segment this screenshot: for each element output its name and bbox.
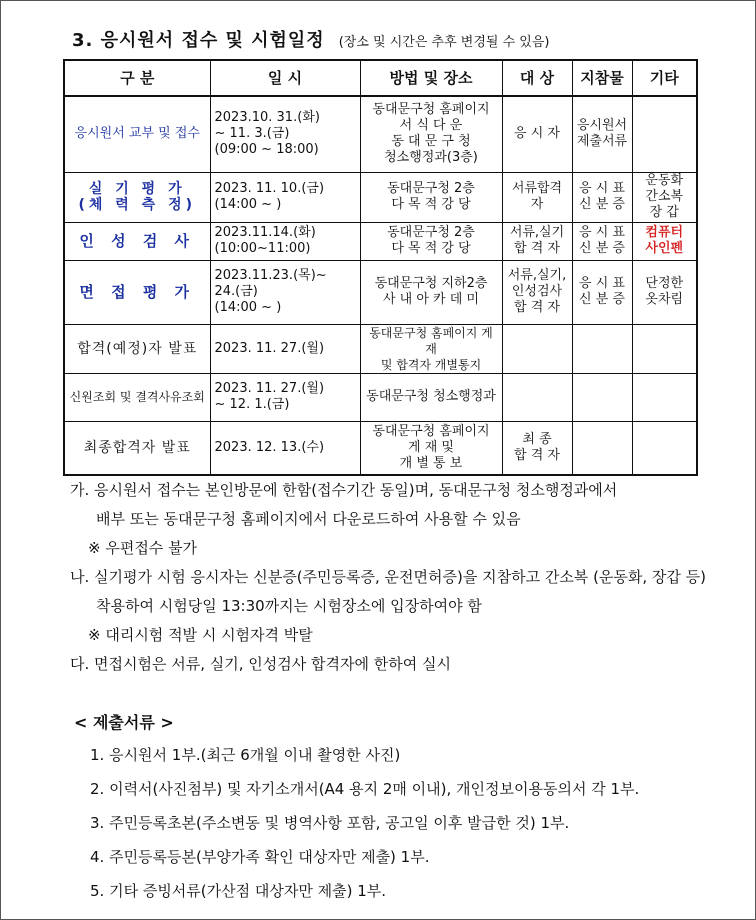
row-target: 서류합격자 bbox=[502, 172, 572, 222]
row-date: 2023.11.14.(화) (10:00~11:00) bbox=[210, 222, 360, 260]
section-note: (장소 및 시간은 추후 변경될 수 있음) bbox=[338, 35, 550, 50]
header-etc: 기타 bbox=[632, 60, 697, 96]
table-row bbox=[64, 172, 697, 222]
header-target: 대 상 bbox=[502, 60, 572, 96]
list-item: 5. 기타 증빙서류(가산점 대상자만 제출) 1부. bbox=[90, 882, 387, 900]
row-category: 응시원서 교부 및 접수 bbox=[64, 96, 210, 172]
submission-list bbox=[90, 738, 639, 908]
row-method: 동대문구청 2층 다 목 적 강 당 bbox=[360, 172, 502, 222]
row-target: 서류,실기, 인성검사 합 격 자 bbox=[502, 260, 572, 324]
note-na-line2: 착용하여 시험당일 13:30까지는 시험장소에 입장하여야 함 bbox=[96, 597, 482, 615]
schedule-table bbox=[63, 59, 698, 476]
table-row bbox=[64, 260, 697, 324]
row-etc: 운동화 간소복 장 갑 bbox=[632, 172, 697, 222]
header-date: 일 시 bbox=[210, 60, 360, 96]
list-item: 3. 주민등록초본(주소변동 및 병역사항 포함, 공고일 이후 발급한 것) 1부. bbox=[90, 814, 570, 832]
row-date: 2023. 11. 27.(월) ~ 12. 1.(금) bbox=[210, 373, 360, 421]
note-ga-line2: 배부 또는 동대문구청 홈페이지에서 다운로드하여 사용할 수 있음 bbox=[96, 510, 521, 528]
row-items: 응 시 표 신 분 증 bbox=[572, 260, 632, 324]
row-etc bbox=[632, 373, 697, 421]
row-category: 합격(예정)자 발표 bbox=[64, 324, 210, 373]
note-ga-remark: ※ 우편접수 불가 bbox=[88, 539, 198, 557]
row-method: 동대문구청 지하2층 사 내 아 카 데 미 bbox=[360, 260, 502, 324]
row-etc: 컴퓨터 사인펜 bbox=[632, 222, 697, 260]
row-category: 인 성 검 사 bbox=[64, 222, 210, 260]
table-row bbox=[64, 373, 697, 421]
header-items: 지참물 bbox=[572, 60, 632, 96]
row-method: 동대문구청 홈페이지 게재 및 합격자 개별통지 bbox=[360, 324, 502, 373]
row-target: 응 시 자 bbox=[502, 96, 572, 172]
row-date: 2023. 11. 27.(월) bbox=[210, 324, 360, 373]
row-target: 서류,실기 합 격 자 bbox=[502, 222, 572, 260]
header-category: 구 분 bbox=[64, 60, 210, 96]
row-method: 동대문구청 청소행정과 bbox=[360, 373, 502, 421]
table-header-row bbox=[64, 60, 697, 96]
row-date: 2023.11.23.(목)~ 24.(금) (14:00 ~ ) bbox=[210, 260, 360, 324]
table-row bbox=[64, 324, 697, 373]
section-heading bbox=[72, 26, 549, 52]
note-na-line1: 나. 실기평가 시험 응시자는 신분증(주민등록증, 운전면허증)을 지참하고 간소복 (운동화, 장갑 등) bbox=[70, 568, 707, 586]
row-date: 2023. 12. 13.(수) bbox=[210, 421, 360, 475]
row-category: 실 기 평 가 (체 력 측 정) bbox=[64, 172, 210, 222]
row-etc: 단정한 옷차림 bbox=[632, 260, 697, 324]
row-etc bbox=[632, 421, 697, 475]
row-items: 응 시 표 신 분 증 bbox=[572, 172, 632, 222]
row-etc bbox=[632, 324, 697, 373]
table-row bbox=[64, 96, 697, 172]
note-ga-line1: 가. 응시원서 접수는 본인방문에 한함(접수기간 동일)며, 동대문구청 청소행정과에서 bbox=[70, 481, 618, 499]
row-category: 신원조회 및 결격사유조회 bbox=[64, 373, 210, 421]
list-item: 1. 응시원서 1부.(최근 6개월 이내 촬영한 사진) bbox=[90, 746, 401, 764]
row-target: 최 종 합 격 자 bbox=[502, 421, 572, 475]
row-etc bbox=[632, 96, 697, 172]
row-date: 2023.10. 31.(화) ~ 11. 3.(금) (09:00 ~ 18:00) bbox=[210, 96, 360, 172]
row-category: 최종합격자 발표 bbox=[64, 421, 210, 475]
row-method: 동대문구청 2층 다 목 적 강 당 bbox=[360, 222, 502, 260]
row-items bbox=[572, 373, 632, 421]
row-target bbox=[502, 324, 572, 373]
row-items: 응 시 표 신 분 증 bbox=[572, 222, 632, 260]
row-items: 응시원서 제출서류 bbox=[572, 96, 632, 172]
submission-heading: < 제출서류 > bbox=[74, 713, 174, 732]
note-da-line1: 다. 면접시험은 서류, 실기, 인성검사 합격자에 한하여 실시 bbox=[70, 655, 451, 673]
row-items bbox=[572, 324, 632, 373]
row-items bbox=[572, 421, 632, 475]
header-method: 방법 및 장소 bbox=[360, 60, 502, 96]
row-method: 동대문구청 홈페이지 게 재 및 개 별 통 보 bbox=[360, 421, 502, 475]
list-item: 4. 주민등록등본(부양가족 확인 대상자만 제출) 1부. bbox=[90, 848, 430, 866]
section-title: 3. 응시원서 접수 및 시험일정 bbox=[72, 30, 325, 51]
row-date: 2023. 11. 10.(금) (14:00 ~ ) bbox=[210, 172, 360, 222]
table-row bbox=[64, 222, 697, 260]
list-item: 2. 이력서(사진첨부) 및 자기소개서(A4 용지 2매 이내), 개인정보이용동의서 각 1부. bbox=[90, 780, 640, 798]
row-method: 동대문구청 홈페이지 서 식 다 운 동 대 문 구 청 청소행정과(3층) bbox=[360, 96, 502, 172]
table-row bbox=[64, 421, 697, 475]
notes-section bbox=[70, 476, 710, 679]
row-category: 면 접 평 가 bbox=[64, 260, 210, 324]
row-target bbox=[502, 373, 572, 421]
note-na-remark: ※ 대리시험 적발 시 시험자격 박탈 bbox=[88, 626, 313, 644]
